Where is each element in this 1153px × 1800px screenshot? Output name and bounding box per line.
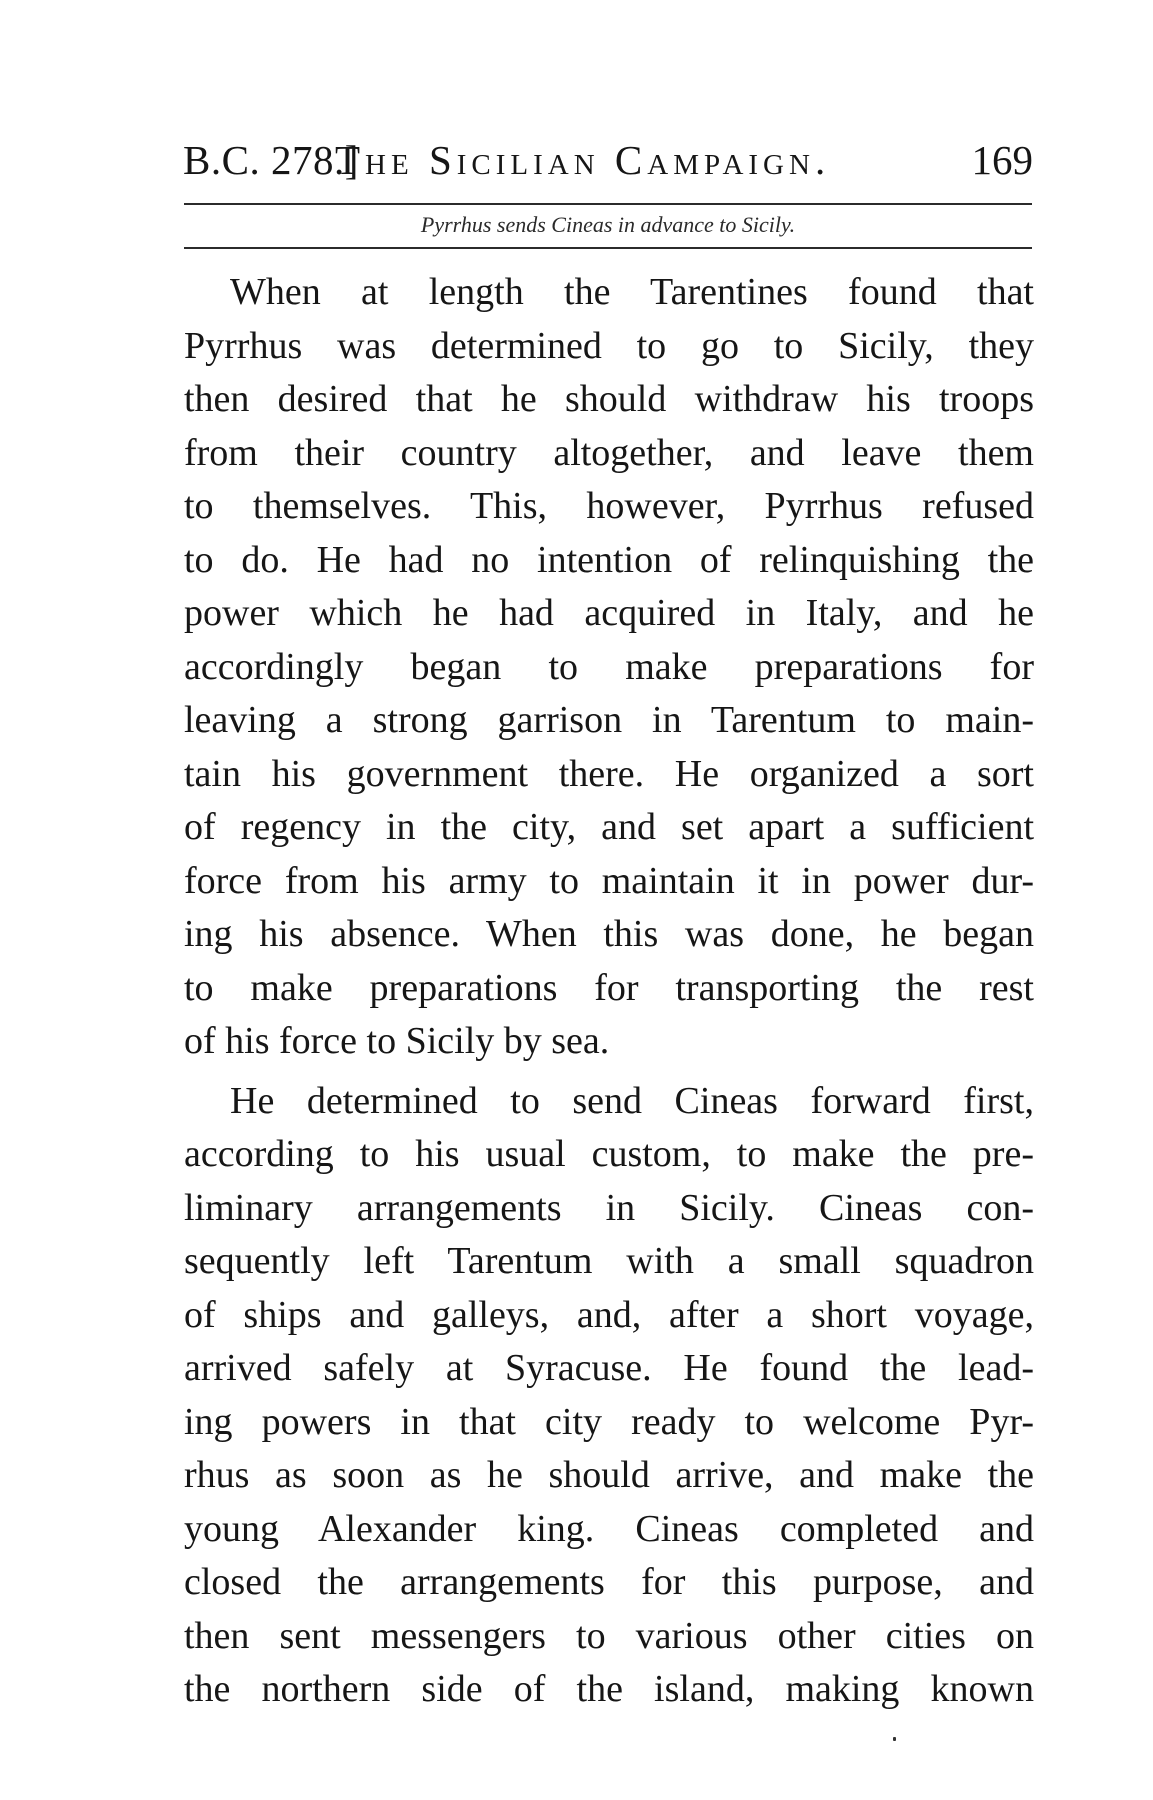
text-line: the northern side of the island, making known <box>184 1668 1034 1710</box>
text-line: leaving a strong garrison in Tarentum to main- <box>184 699 1034 741</box>
text-line: sequently left Tarentum with a small squadron <box>184 1240 1034 1282</box>
text-line: of regency in the city, and set apart a sufficient <box>184 806 1034 848</box>
header-date: B.C. 278.] <box>183 137 359 183</box>
text-line: then sent messengers to various other cities on <box>184 1614 1034 1657</box>
header-chapter-title: The Sicilian Campaign. <box>335 137 831 183</box>
text-line: closed the arrangements for this purpose, and <box>184 1561 1034 1603</box>
text-line: force from his army to maintain it in power dur- <box>184 859 1034 902</box>
text-line: He determined to send Cineas forward first, <box>230 1079 1034 1122</box>
text-line: of his force to Sicily by sea. <box>184 1020 610 1062</box>
text-line: When at length the Tarentines found that <box>230 271 1034 313</box>
header-rule-bottom <box>184 247 1032 249</box>
text-line: from their country altogether, and leave them <box>184 431 1034 474</box>
text-line: ing powers in that city ready to welcome Pyr- <box>184 1400 1034 1443</box>
body-text <box>184 266 1034 1717</box>
text-line: rhus as soon as he should arrive, and make the <box>184 1454 1034 1496</box>
paragraph-1 <box>184 266 1034 1069</box>
text-line: to make preparations for transporting the rest <box>184 966 1034 1009</box>
text-line: ing his absence. When this was done, he began <box>184 913 1034 955</box>
text-line: young Alexander king. Cineas completed and <box>184 1507 1034 1550</box>
text-line: to themselves. This, however, Pyrrhus refused <box>184 485 1034 527</box>
text-line: to do. He had no intention of relinquishing the <box>184 538 1034 581</box>
header-rule-top <box>184 203 1032 205</box>
text-line: Pyrrhus was determined to go to Sicily, they <box>184 324 1034 367</box>
paragraph-2 <box>184 1075 1034 1717</box>
text-line: liminary arrangements in Sicily. Cineas con- <box>184 1186 1034 1229</box>
text-line: accordingly began to make preparations for <box>184 645 1034 688</box>
text-line: arrived safely at Syracuse. He found the lead- <box>184 1347 1034 1389</box>
text-line: tain his government there. He organized a sort <box>184 752 1034 795</box>
running-header <box>183 132 1033 188</box>
text-line: power which he had acquired in Italy, and he <box>184 592 1034 634</box>
section-subheading: Pyrrhus sends Cineas in advance to Sicily. <box>420 212 796 237</box>
text-line: then desired that he should withdraw his troops <box>184 378 1034 420</box>
text-line: of ships and galleys, and, after a short voyage, <box>184 1293 1034 1336</box>
print-speck <box>893 1737 896 1741</box>
text-line: according to his usual custom, to make the pre- <box>184 1133 1034 1175</box>
page-number: 169 <box>971 137 1033 183</box>
